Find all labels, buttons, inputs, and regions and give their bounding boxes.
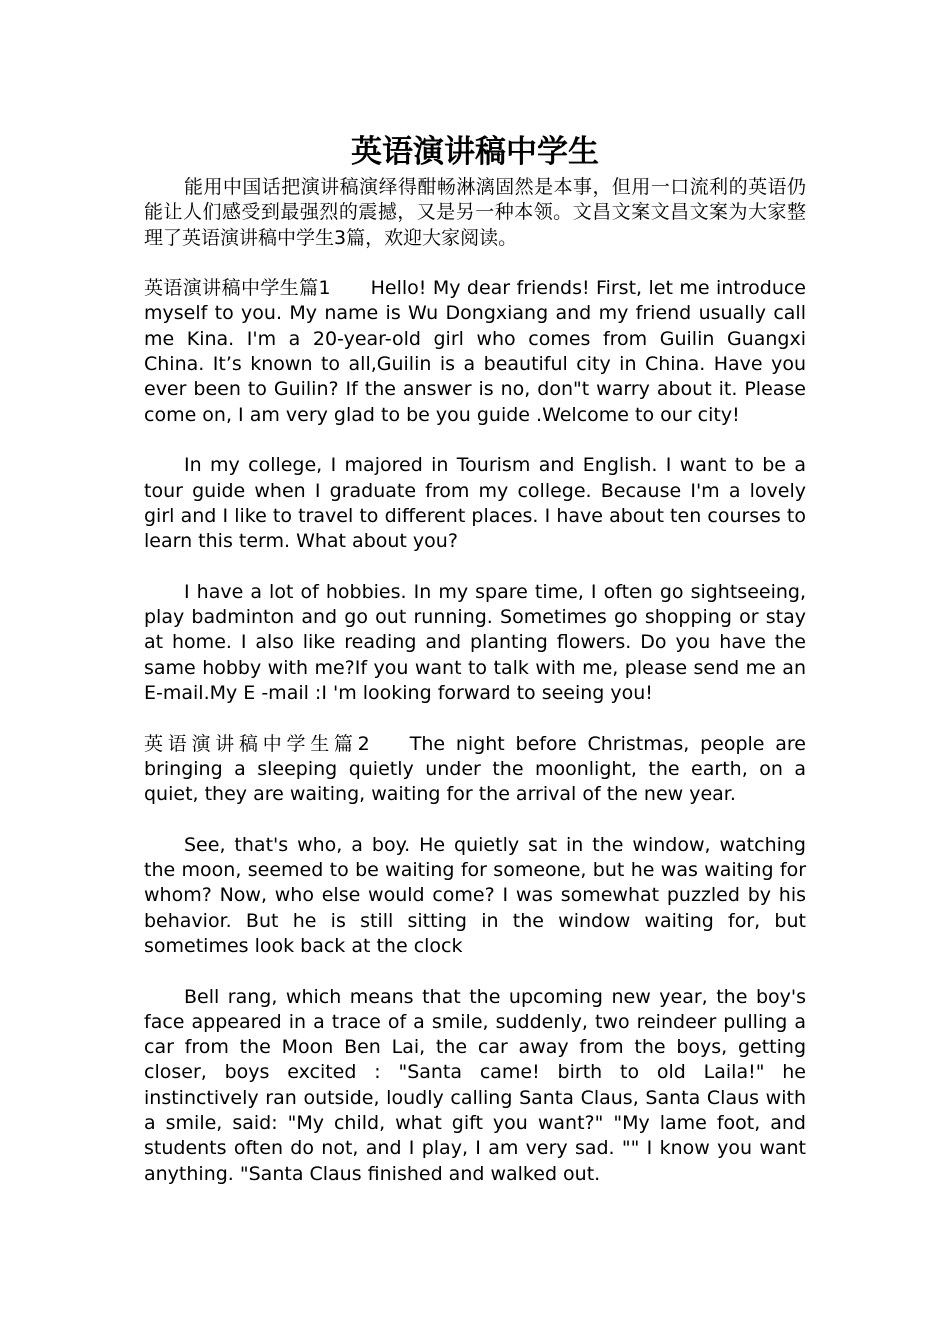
- section1-paragraph1: [144, 276, 806, 428]
- paragraph-gap: [144, 554, 806, 579]
- intro-paragraph: 能用中国话把演讲稿演绎得酣畅淋漓固然是本事，但用一口流利的英语仍能让人们感受到最强烈的震撼，又是另一种本领。文昌文案文昌文案为大家整理了英语演讲稿中学生3篇，欢迎大家阅读。: [144, 176, 806, 249]
- paragraph-gap: [144, 807, 806, 832]
- paragraph-gap: [144, 428, 806, 453]
- document-title: 英语演讲稿中学生: [351, 134, 599, 170]
- section2-paragraph3: Bell rang, which means that the upcoming new year, the boy's face appeared in a trace of a smile, suddenly, two reindeer pulling a car from the Moon Ben Lai, the car away from the boys, getting closer, boys excited : "Santa came! birth to old Laila!" he instinctively ran outside, loudly calling Santa Claus, Santa Claus with a smile, said: "My child, what gift you want?" "My lame foot, and students often do not, and I play, I am very sad. "" I know you want anything. "Santa Claus finished and walked out.: [144, 985, 806, 1185]
- paragraph-gap: [144, 251, 806, 276]
- section2-heading: 英语演讲稿中学生篇2: [144, 732, 370, 755]
- section1-paragraph2: In my college, I majored in Tourism and English. I want to be a tour guide when I graduate from my college. Because I'm a lovely girl and I like to travel to different places. I have about ten courses to learn this term. What about you?: [144, 454, 806, 553]
- document-body: [144, 175, 806, 1187]
- section1-heading: 英语演讲稿中学生篇1: [144, 277, 331, 300]
- section2-p1-text: The night before Christmas, people are bringing a sleeping quietly under the moonlight, the earth, on a quiet, they are waiting, waiting for the arrival of the new year.: [144, 732, 806, 806]
- paragraph-gap: [144, 959, 806, 984]
- section2-paragraph1: [144, 732, 806, 808]
- section1-paragraph3: I have a lot of hobbies. In my spare time, I often go sightseeing, play badminton and go out running. Sometimes go shopping or stay at home. I also like reading and planting flowers. Do you have the same hobby with me?If you want to talk with me, please send me an E-mail.My E -mail :I 'm looking forward to seeing you!: [144, 580, 806, 704]
- section1-p1-text: Hello! My dear friends! First, let me introduce myself to you. My name is Wu Dongxiang and my friend usually call me Kina. I'm a 20-year-old girl who comes from Guilin Guangxi China. It’s known to all,Guilin is a beautiful city in China. Have you ever been to Guilin? If the answer is no, don"t warry about it. Please come on, I am very glad to be you guide .Welcome to our city!: [144, 277, 806, 426]
- section2-paragraph2: See, that's who, a boy. He quietly sat in the window, watching the moon, seemed to be waiting for someone, but he was waiting for whom? Now, who else would come? I was somewhat puzzled by his behavior. But he is still sitting in the window waiting for, but sometimes look back at the clock: [144, 833, 806, 957]
- paragraph-gap: [144, 706, 806, 731]
